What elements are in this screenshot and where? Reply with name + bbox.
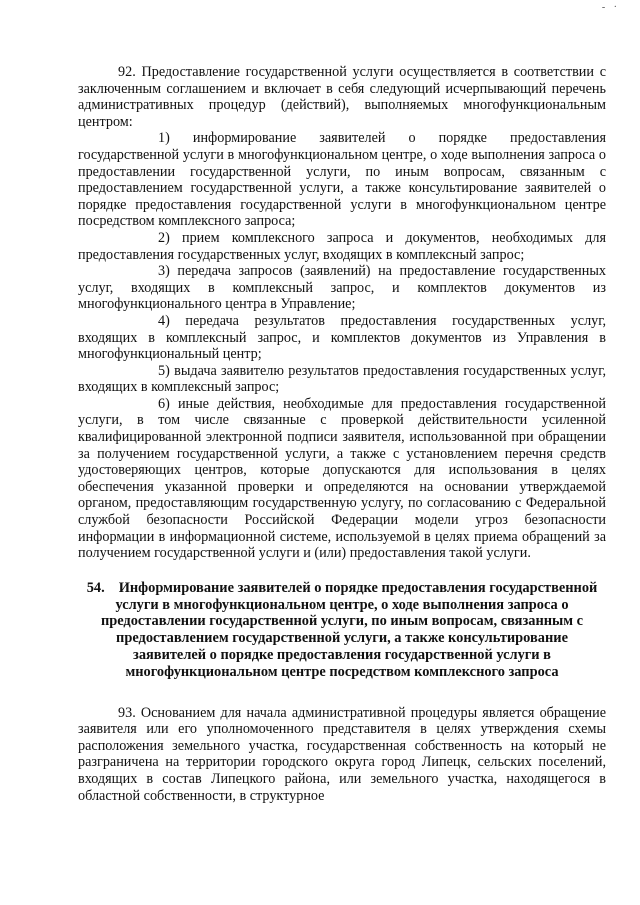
list-item [78, 130, 606, 230]
list-item-number: 4) [158, 312, 170, 329]
list-item-text: передача результатов предоставления государственных услуг, входящих в комплексный запрос, и комплектов документов из Управления в многофункциональный центр; [78, 312, 607, 363]
list-item-text: прием комплексного запроса и документов, необходимых для предоставления государственных услуг, входящих в комплексный запрос; [78, 229, 607, 263]
list-item-number: 6) [158, 395, 170, 412]
section-title: Информирование заявителей о порядке предоставления государственной услуги в многофункциональном центре, о ходе выполнения запроса о предоставлении государственной услуги, по иным вопросам, связанным с предоставлением государственной услуги, а также консультирование заявителей о порядке предоставления государственной услуги в многофункциональном центре посредством комплексного запроса [100, 579, 598, 680]
section-heading [78, 580, 606, 681]
document-page [78, 64, 606, 804]
list-item-text: передача запросов (заявлений) на предоставление государственных услуг, входящих в комплексный запрос, и комплектов документов из многофункционального центра в Управление; [78, 263, 606, 313]
procedure-list [78, 130, 606, 561]
paragraph-92: 92. Предоставление государственной услуги осуществляется в соответствии с заключенным соглашением и включает в себя следующий исчерпывающий перечень административных процедур (действий), выполняемых многофункциональным центром: [78, 64, 606, 130]
list-item [78, 263, 606, 313]
list-item-number: 2) [158, 229, 170, 246]
list-item-text: иные действия, необходимые для предоставления государственной услуги, в том числе связанные с проверкой действительности усиленной квалифицированной электронной подписи заявителя, использованной при обращении за получением государственной услуги, а также с установлением перечня средств удостоверяющих центров, которые допускаются для использования в целях обеспечения указанной проверки и определяются на основании утверждаемой органом, предоставляющим государственную услугу, по согласованию с Федеральной службой безопасности Российской Федерации модели угроз безопасности информации в информационной системе, используемой в целях приема обращений за получением государственной услуги и (или) предоставления такой услуги. [78, 395, 607, 562]
list-item [78, 230, 606, 263]
list-item-number: 5) [158, 362, 170, 379]
corner-marks: - · [601, 2, 620, 13]
list-item-text: информирование заявителей о порядке предоставления государственной услуги в многофункциональном центре, о ходе выполнения запроса о предоставлении государственной услуги, по иным вопросам, связанным с предоставлением государственной услуги, а также консультирование заявителей о порядке предоставления государственной услуги в многофункциональном центре посредством комплексного запроса; [78, 130, 607, 230]
list-item-text: выдача заявителю результатов предоставления государственных услуг, входящих в комплексный запрос; [78, 362, 607, 396]
list-item [78, 313, 606, 363]
list-item-number: 1) [158, 130, 170, 147]
paragraph-93: 93. Основанием для начала административной процедуры является обращение заявителя или его уполномоченного представителя в целях утверждения схемы расположения земельного участка, государственная собственность на который не разграничена на территории городского округа город Липецк, сельских поселений, входящих в состав Липецкого района, или земельного участка, находящегося в областной собственности, в структурное [78, 704, 606, 804]
list-item [78, 396, 606, 562]
list-item-number: 3) [158, 263, 170, 280]
list-item [78, 363, 606, 396]
section-number: 54. [86, 579, 105, 596]
